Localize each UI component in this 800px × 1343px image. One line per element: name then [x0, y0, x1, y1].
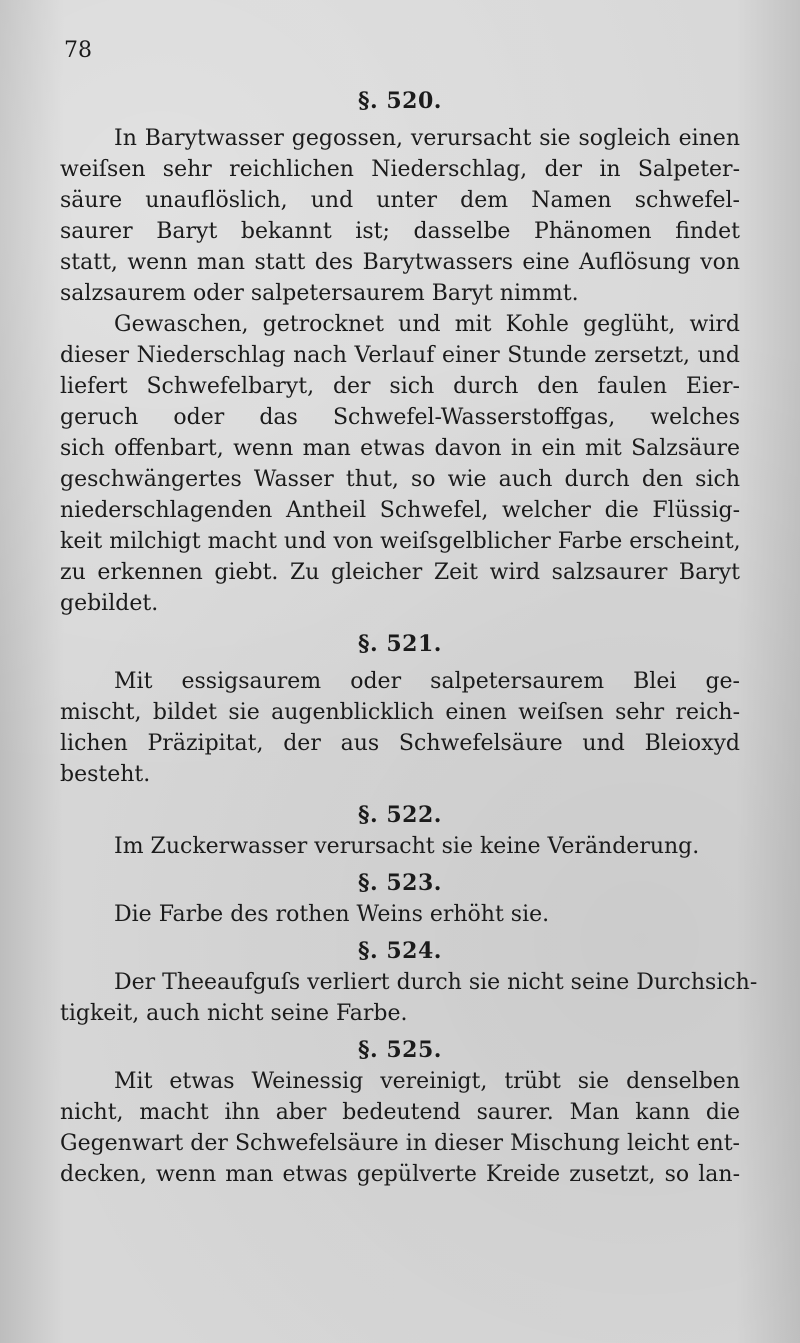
section-heading-524: §. 524.: [358, 938, 442, 964]
text-line: Mit etwas Weinessig vereinigt, trübt sie denselben: [114, 1069, 740, 1094]
text-line: gebildet.: [60, 591, 159, 616]
text-line: weiſsen sehr reichlichen Niederschlag, der in Salpeter-: [60, 157, 740, 182]
text-line: liefert Schwefelbaryt, der sich durch den faulen Eier-: [60, 374, 740, 399]
paragraph-523: [60, 899, 740, 930]
text-line: zu erkennen giebt. Zu gleicher Zeit wird salzsaurer Baryt: [60, 560, 740, 585]
paragraph-525: [60, 1066, 740, 1190]
text-line: salzsaurem oder salpetersaurem Baryt nimmt.: [60, 281, 579, 306]
text-line: säure unauflöslich, und unter dem Namen schwefel-: [60, 188, 740, 213]
text-line: statt, wenn man statt des Barytwassers eine Auflösung von: [60, 250, 740, 275]
page-text: [60, 86, 758, 1190]
page-number: 78: [64, 38, 92, 63]
text-line: Im Zuckerwasser verursacht sie keine Veränderung.: [114, 834, 700, 859]
paragraph-520-2: [60, 309, 740, 619]
section-heading-525: §. 525.: [358, 1037, 442, 1063]
text-line: Gegenwart der Schwefelsäure in dieser Mischung leicht ent-: [60, 1131, 740, 1156]
paragraph-524: [60, 967, 758, 1029]
text-line: Der Theeaufguſs verliert durch sie nicht seine Durchsich-: [114, 970, 758, 995]
text-line: Die Farbe des rothen Weins erhöht sie.: [114, 902, 550, 927]
text-line: dieser Niederschlag nach Verlauf einer Stunde zersetzt, und: [60, 343, 740, 368]
section-heading-520: §. 520.: [358, 88, 442, 114]
section-heading-522: §. 522.: [358, 802, 442, 828]
section-heading-523: §. 523.: [358, 870, 442, 896]
text-line: sich offenbart, wenn man etwas davon in ein mit Salzsäure: [60, 436, 740, 461]
text-line: Mit essigsaurem oder salpetersaurem Blei ge-: [114, 669, 740, 694]
section-heading-521: §. 521.: [358, 631, 442, 657]
text-line: decken, wenn man etwas gepülverte Kreide zusetzt, so lan-: [60, 1162, 740, 1187]
paragraph-522: [60, 831, 740, 862]
text-line: niederschlagenden Antheil Schwefel, welcher die Flüssig-: [60, 498, 740, 523]
text-line: mischt, bildet sie augenblicklich einen weiſsen sehr reich-: [60, 700, 740, 725]
text-line: geschwängertes Wasser thut, so wie auch durch den sich: [60, 467, 740, 492]
text-line: keit milchigt macht und von weiſsgelblicher Farbe erscheint,: [60, 529, 741, 554]
text-line: geruch oder das Schwefel-Wasserstoffgas, welches: [60, 405, 740, 430]
paragraph-520-1: [60, 123, 740, 309]
text-line: nicht, macht ihn aber bedeutend saurer. Man kann die: [60, 1100, 740, 1125]
text-line: saurer Baryt bekannt ist; dasselbe Phänomen findet: [60, 219, 740, 244]
text-line: besteht.: [60, 762, 151, 787]
paragraph-521: [60, 666, 740, 790]
text-line: lichen Präzipitat, der aus Schwefelsäure und Bleioxyd: [60, 731, 740, 756]
text-line: tigkeit, auch nicht seine Farbe.: [60, 1001, 408, 1026]
text-line: In Barytwasser gegossen, verursacht sie sogleich einen: [114, 126, 740, 151]
text-line: Gewaschen, getrocknet und mit Kohle geglüht, wird: [114, 312, 740, 337]
